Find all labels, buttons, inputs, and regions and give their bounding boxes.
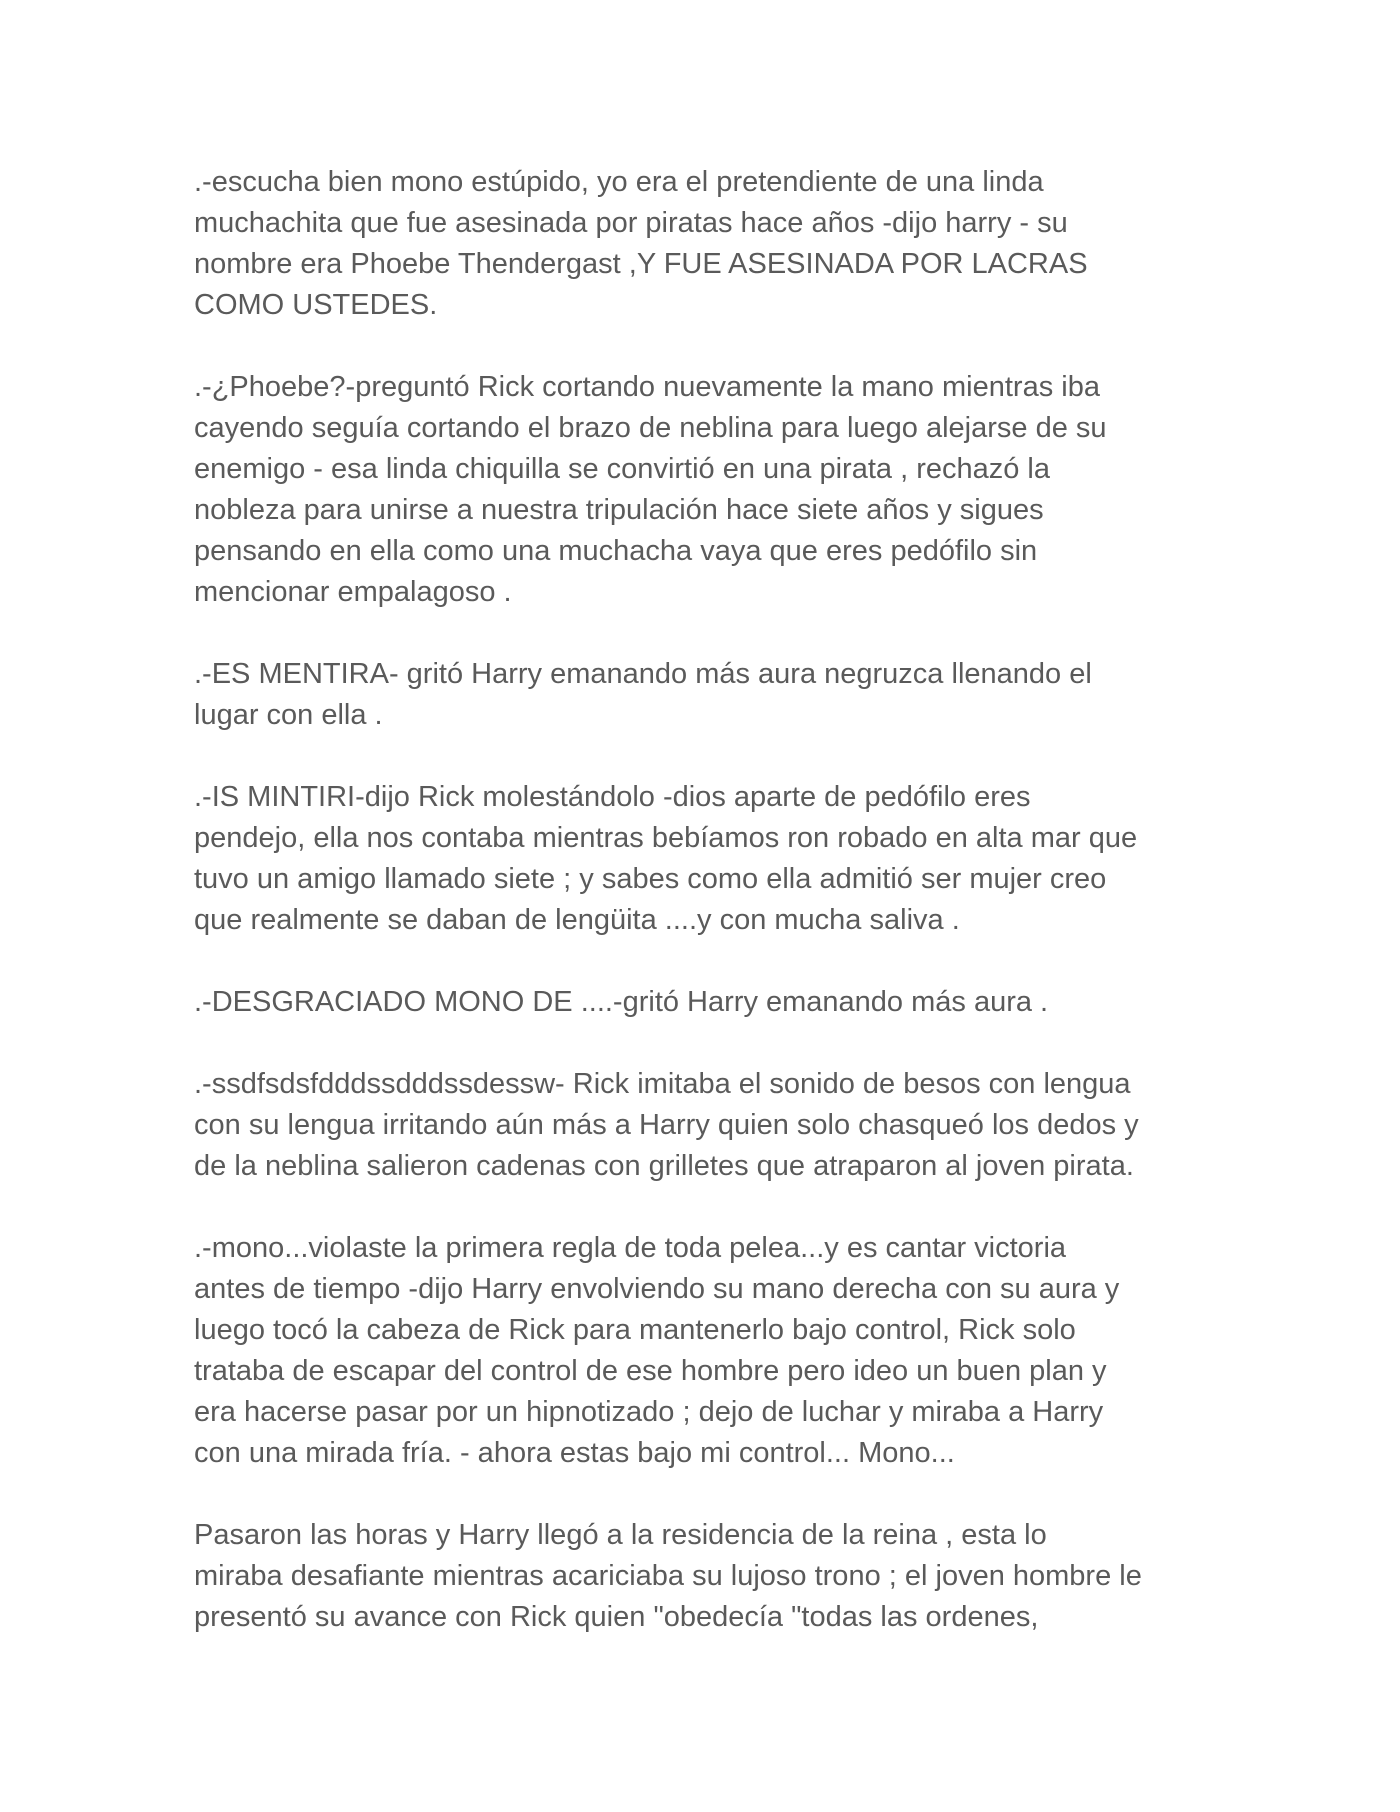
paragraph-7: .-mono...violaste la primera regla de toda pelea...y es cantar victoria antes de tiempo -dijo Harry envolviendo su mano derecha con su aura y luego tocó la cabeza de Rick para mantenerlo bajo control, Rick solo trataba de escapar del control de ese hombre pero ideo un buen plan y era hacerse pasar por un hipnotizado ; dejo de luchar y miraba a Harry con una mirada fría. - ahora estas bajo mi control... Mono... [194,1232,1120,1469]
paragraph-6: .-ssdfsdsfdddssdddssdessw- Rick imitaba el sonido de besos con lengua con su lengua irritando aún más a Harry quien solo chasqueó los dedos y de la neblina salieron cadenas con grilletes que atraparon al joven pirata. [194,1068,1139,1182]
paragraph-8: Pasaron las horas y Harry llegó a la residencia de la reina , esta lo miraba desafiante mientras acariciaba su lujoso trono ; el joven hombre le presentó su avance con Rick quien "obedecía "todas las ordenes, [194,1519,1142,1633]
document-body [194,162,1224,1638]
paragraph-4: .-IS MINTIRI-dijo Rick molestándolo -dios aparte de pedófilo eres pendejo, ella nos contaba mientras bebíamos ron robado en alta mar que tuvo un amigo llamado siete ; y sabes como ella admitió ser mujer creo que realmente se daban de lengüita ....y con mucha saliva . [194,781,1138,936]
paragraph-3: .-ES MENTIRA- gritó Harry emanando más aura negruzca llenando el lugar con ella . [194,658,1092,731]
paragraph-2: .-¿Phoebe?-preguntó Rick cortando nuevamente la mano mientras iba cayendo seguía cortando el brazo de neblina para luego alejarse de su enemigo - esa linda chiquilla se convirtió en una pirata , rechazó la nobleza para unirse a nuestra tripulación hace siete años y sigues pensando en ella como una muchacha vaya que eres pedófilo sin mencionar empalagoso . [194,371,1107,608]
paragraph-5: .-DESGRACIADO MONO DE ....-gritó Harry emanando más aura . [194,986,1049,1018]
paragraph-1: .-escucha bien mono estúpido, yo era el pretendiente de una linda muchachita que fue asesinada por piratas hace años -dijo harry - su nombre era Phoebe Thendergast ,Y FUE ASESINADA POR LACRAS COMO USTEDES. [194,166,1088,321]
